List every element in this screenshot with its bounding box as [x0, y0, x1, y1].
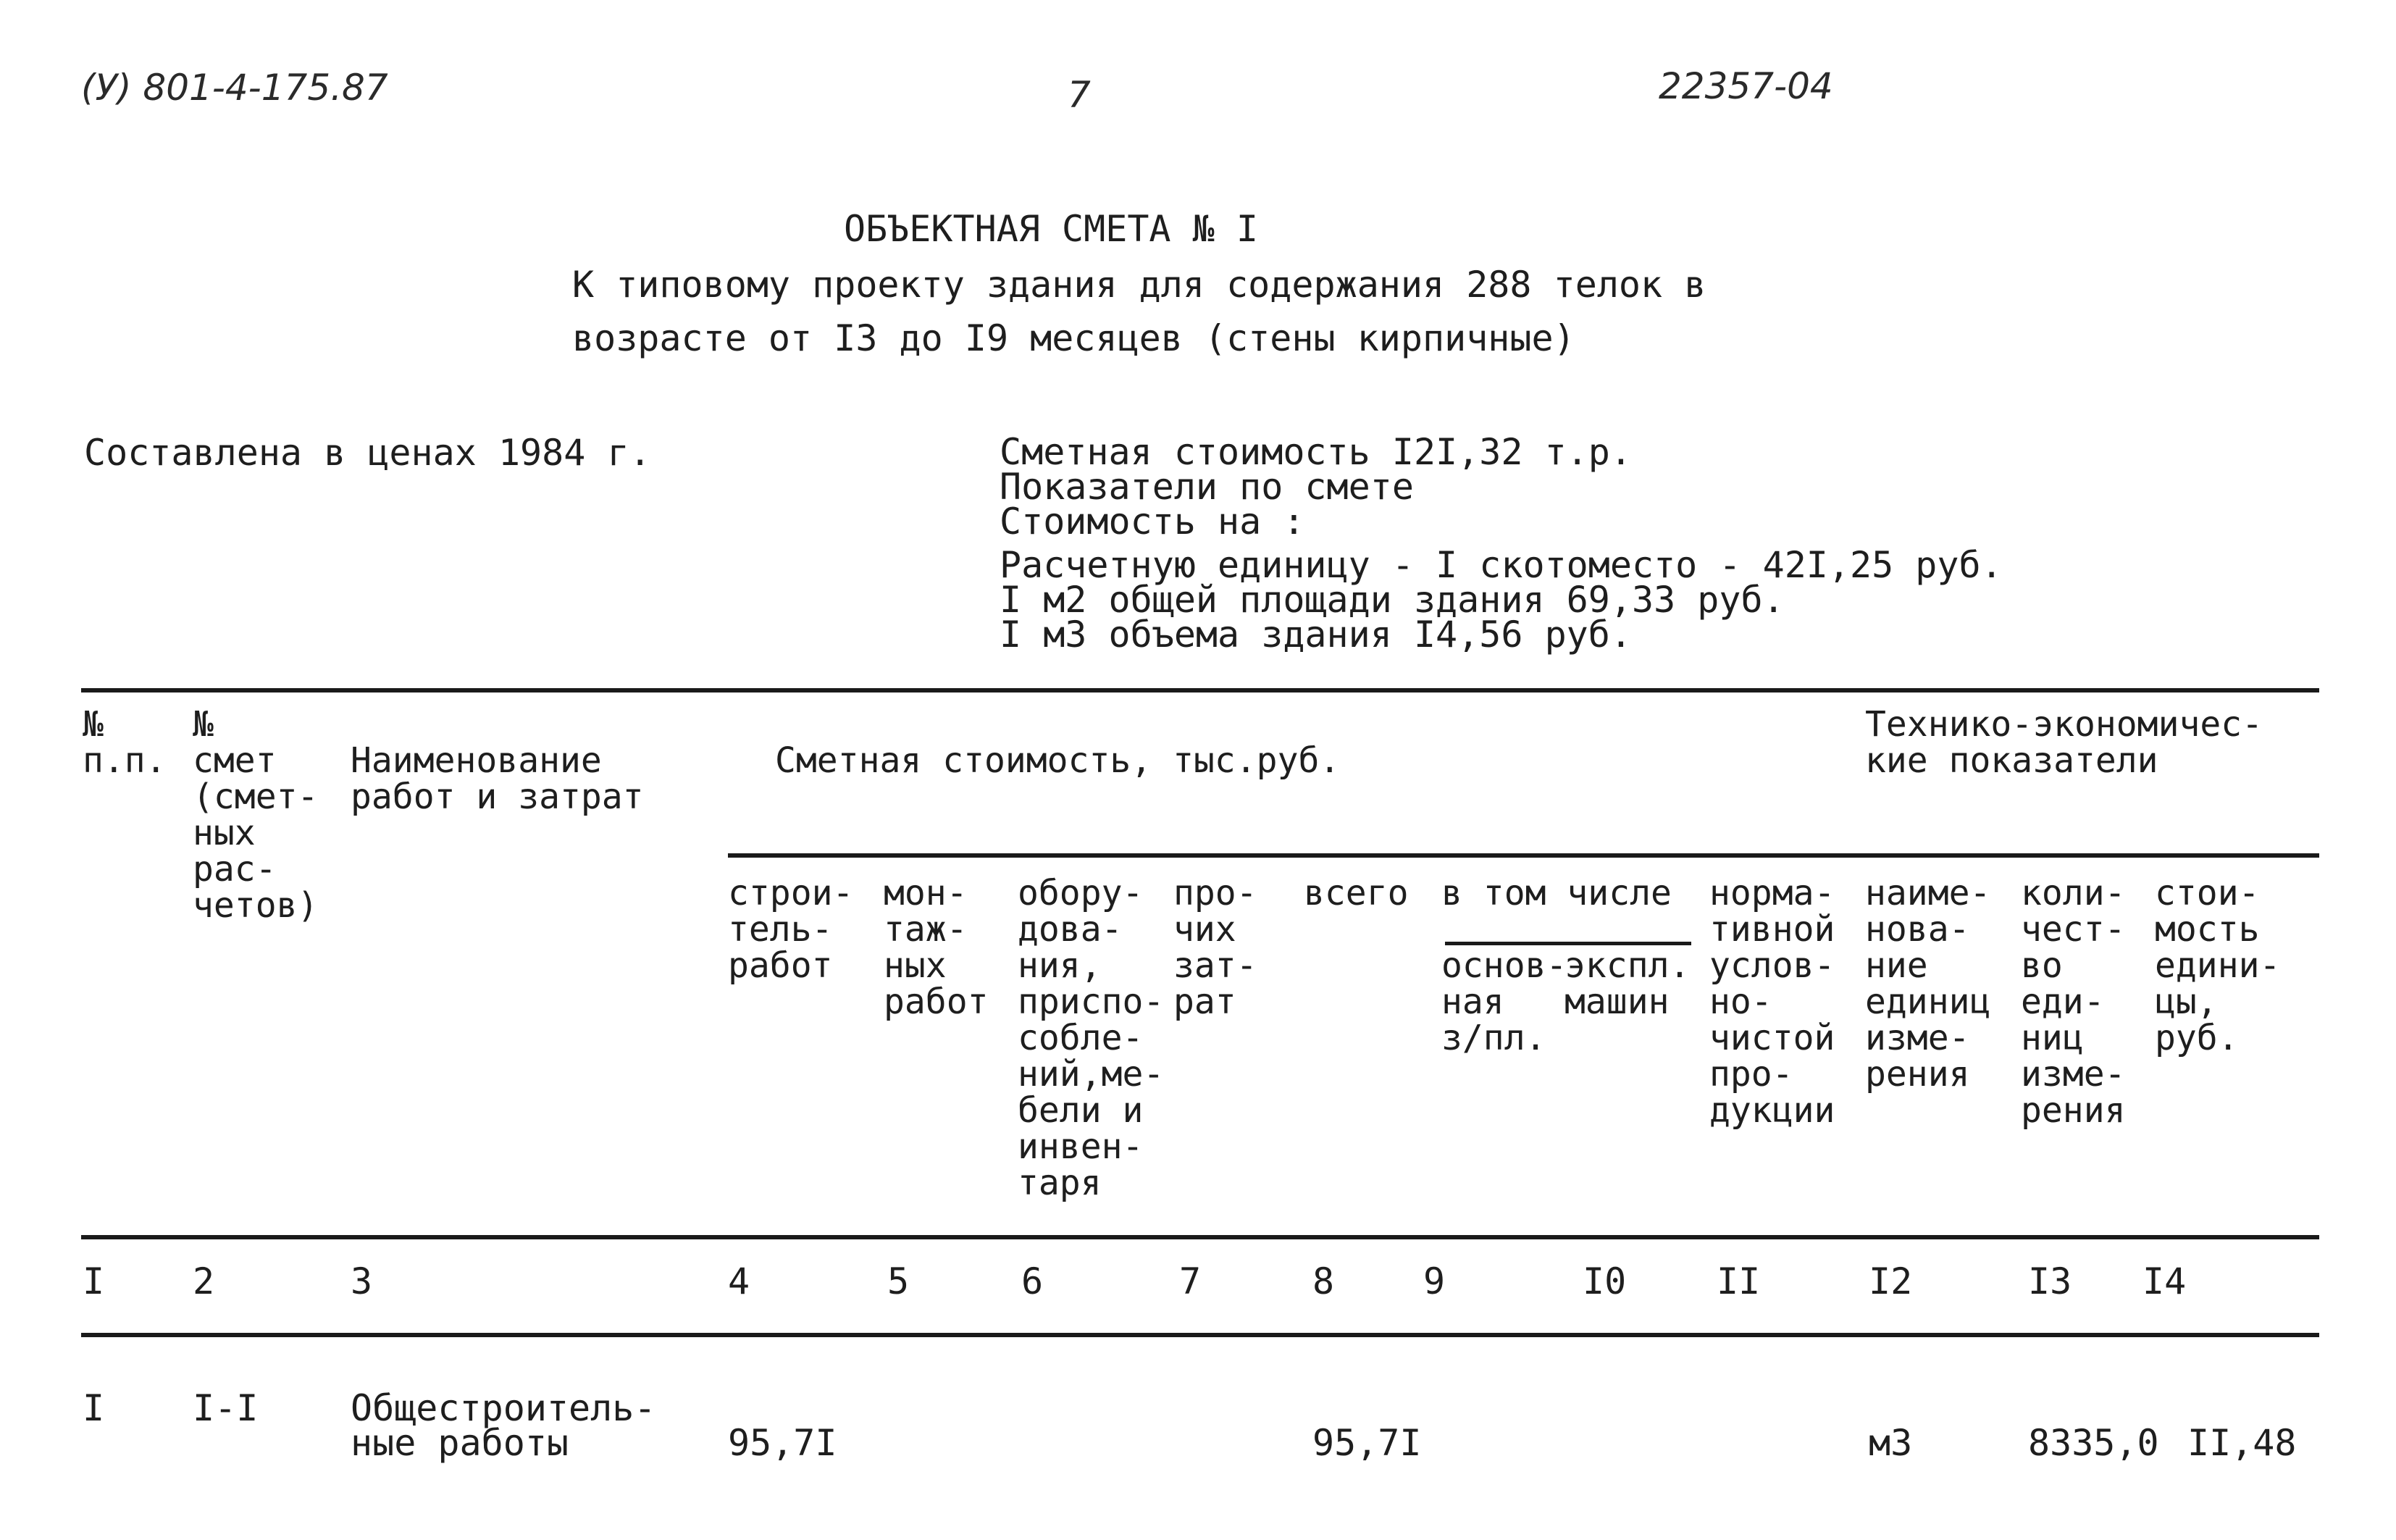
column-number: 8: [1312, 1260, 1335, 1302]
col-header-total: всего: [1304, 873, 1409, 913]
row-pp: I: [83, 1387, 105, 1429]
album-code: 22357-04: [1659, 65, 1833, 107]
column-number: 6: [1021, 1260, 1044, 1302]
col-header-basic-wage: основ- ная з/пл.: [1441, 945, 1567, 1058]
column-number: 4: [728, 1260, 750, 1302]
row-name: Общестроитель- ные работы: [351, 1387, 656, 1464]
indicator-line-4: Расчетную единицу - I скотоместо - 42I,25 руб.: [1000, 544, 2003, 586]
col-header-other: про- чих зат- рат: [1173, 873, 1257, 1022]
row-unit-cost: II,48: [2187, 1422, 2297, 1464]
col-header-tech-group: Технико-экономичес- кие показатели: [1865, 704, 2263, 781]
col-header-construction: строи- тель- работ: [728, 873, 854, 986]
col-header-equipment: обору- дова- ния, приспо- собле- ний,ме- бели и инвен- таря: [1018, 873, 1165, 1203]
table-top-rule: [81, 688, 2319, 692]
col-header-cost-group: Сметная стоимость, тыс.руб.: [775, 740, 1341, 781]
estimate-subtitle-1: К типовому проекту здания для содержания 288 телок в: [572, 264, 1706, 306]
header-bottom-rule: [81, 1235, 2319, 1239]
column-number: 7: [1179, 1260, 1202, 1302]
col-header-unit-cost: стои- мость едини- цы, руб.: [2155, 873, 2281, 1058]
indicator-line-1: Сметная стоимость I2I,32 т.р.: [1000, 431, 1632, 473]
row-smeta: I-I: [193, 1387, 259, 1429]
estimate-subtitle-2: возрасте от I3 до I9 месяцев (стены кирпичные): [572, 317, 1575, 359]
row-total: 95,7I: [1312, 1422, 1422, 1464]
column-number: I: [83, 1260, 105, 1302]
col-header-installation: мон- таж- ных работ: [884, 873, 989, 1022]
column-number: I3: [2028, 1260, 2072, 1302]
col-header-unit: наиме- нова- ние единиц изме- рения: [1865, 873, 1991, 1095]
indicator-line-3: Стоимость на :: [1000, 501, 1305, 543]
page-number: 7: [1068, 74, 1091, 116]
column-number: I4: [2142, 1260, 2187, 1302]
column-number: I2: [1869, 1260, 1913, 1302]
column-number: 2: [193, 1260, 215, 1302]
estimate-title: ОБЪЕКТНАЯ СМЕТА № I: [844, 208, 1258, 250]
indicator-line-5: I м2 общей площади здания 69,33 руб.: [1000, 579, 1785, 621]
column-number: 9: [1423, 1260, 1446, 1302]
prices-basis: Составлена в ценах 1984 г.: [84, 432, 651, 474]
row-quantity: 8335,0: [2028, 1422, 2159, 1464]
column-number: II: [1717, 1260, 1761, 1302]
col-header-smeta: № смет (смет- ных рас- четов): [193, 704, 319, 926]
indicator-line-2: Показатели по смете: [1000, 466, 1414, 508]
col-header-quantity: коли- чест- во еди- ниц изме- рения: [2021, 873, 2126, 1131]
row-unit: м3: [1869, 1422, 1913, 1464]
col-header-normative: норма- тивной услов- но- чистой про- дукции: [1709, 873, 1835, 1131]
col-header-incl-group: в том числе: [1441, 873, 1672, 913]
column-number: I0: [1583, 1260, 1627, 1302]
col-header-pp: № п.п.: [83, 704, 167, 781]
document-code: (У) 801-4-175.87: [81, 67, 388, 109]
row-construction: 95,7I: [728, 1422, 837, 1464]
column-number: 3: [351, 1260, 373, 1302]
column-numbers-rule: [81, 1333, 2319, 1337]
column-number: 5: [887, 1260, 910, 1302]
col-header-name: Наименование работ и затрат: [351, 740, 644, 817]
indicator-line-6: I м3 объема здания I4,56 руб.: [1000, 614, 1632, 656]
subheader-rule: [728, 853, 2319, 858]
col-header-machines: экспл. машин: [1564, 945, 1691, 1022]
